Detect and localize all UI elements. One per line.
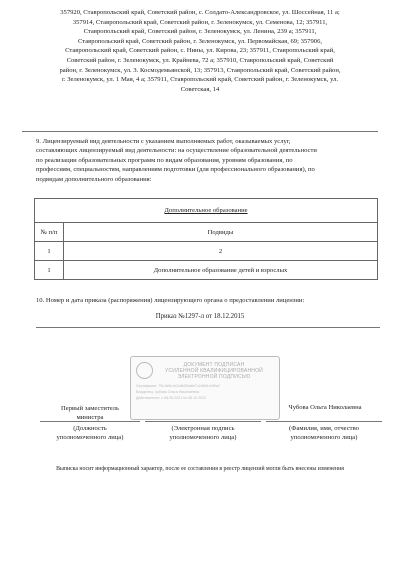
table-cell: 1 [35, 242, 64, 261]
table-row [35, 242, 378, 261]
order-underline [36, 327, 380, 328]
address-block [22, 8, 378, 94]
section-9-line: составляющих лицензируемый вид деятельности: на осуществление образовательной деятельности [36, 147, 317, 155]
signer-name: Чубова Ольга Николаевна [288, 404, 362, 411]
section-9-line: подвидам дополнительного образования: [36, 175, 152, 183]
section-9-line: профессиям, специальностям, направлениям подготовки (для профессионального образования), по [36, 166, 315, 174]
footnote: Выписка носит информационный характер, после ее составления в реестр лицензий могли быть внесены изменения [56, 466, 344, 472]
signer-position-line: министра [76, 414, 104, 421]
address-line: Ставропольский край, Советский район, с. Нины, ул. Кирова, 23; 357911, Ставропольский край, [65, 47, 335, 55]
signature-line-center [145, 421, 261, 422]
stamp-title-line: ДОКУМЕНТ ПОДПИСАН [183, 362, 245, 368]
signature-line-left [40, 421, 140, 422]
table-row [35, 261, 378, 280]
stamp-detail-line: Действителен: с 08.09.2021 по 08.12.2022 [136, 396, 207, 400]
section-9-line: 9. Лицензируемый вид деятельности с указанием выполняемых работ, оказываемых услуг, [36, 138, 291, 145]
signature-line-right [266, 421, 382, 422]
e-signature-stamp [130, 356, 280, 420]
address-line: Советский район, г. Зеленокумск, ул. Крайнева, 72 а; 357910, Ставропольский край, Советский [66, 56, 334, 64]
education-table [34, 198, 378, 280]
column-header: Подвиды [64, 223, 378, 242]
caption-position: (Должность уполномоченного лица) [56, 425, 124, 441]
stamp-detail-line: Сертификат: 75c1d5e1e2c8b3f4a6e7c2d8b1e4f9a2 [136, 384, 220, 388]
table-cell: Дополнительное образование детей и взрослых [64, 261, 378, 280]
table-cell: 1 [35, 261, 64, 280]
address-line: район, г. Зеленокумск, ул. З. Космодемьянской, 13; 357913, Ставропольский край, Советский район, [59, 66, 341, 74]
caption-signature: (Электронная подпись уполномоченного лица) [169, 425, 237, 441]
address-line: Ставропольский край, Советский район, г. Зеленокумск, ул. Первомайская, 69; 357906, [77, 37, 323, 45]
table-header-row [35, 223, 378, 242]
address-line: Советская, 14 [180, 85, 220, 93]
caption-full-name: (Фамилия, имя, отчество уполномоченного лица) [289, 425, 359, 441]
address-line: Ставропольский край, Советский район, г. Зеленокумск, ул. Ленина, 239 а; 357911, [83, 28, 317, 36]
stamp-detail-line: Владелец: Чубова Ольга Николаевна [136, 390, 199, 394]
stamp-title-line: УСИЛЕННОЙ КВАЛИФИЦИРОВАННОЙ [165, 368, 263, 374]
address-underline [22, 131, 378, 132]
stamp-title-line: ЭЛЕКТРОННОЙ ПОДПИСЬЮ [177, 374, 251, 380]
order-number: Приказ №1297-л от 18.12.2015 [155, 313, 245, 320]
address-line: 357920, Ставропольский край, Советский район, с. Солдато-Александровское, ул. Шоссейная, 11 а; [60, 9, 340, 16]
column-header: № п/п [35, 223, 64, 242]
signer-position [50, 404, 130, 422]
address-line: г. Зеленокумск, ул. 1 Мая, 4 а; 357911, Ставропольский край, Советский район, г. Зеленокумск, ул. [61, 76, 339, 84]
section-9-line: по реализации образовательных программ по видам образования, уровням образования, по [36, 156, 293, 164]
address-line: 357914, Ставропольский край, Советский район, г. Зеленокумск, ул. Семенова, 12; 357911, [72, 18, 328, 26]
table-title: Дополнительное образование [35, 199, 378, 223]
section-9 [36, 137, 380, 184]
signer-position-line: Первый заместитель [61, 405, 119, 412]
section-10: 10. Номер и дата приказа (распоряжения) лицензирующего органа о предоставлении лицензии: [36, 297, 305, 304]
table-cell: 2 [64, 242, 378, 261]
coat-of-arms-icon [136, 362, 153, 379]
